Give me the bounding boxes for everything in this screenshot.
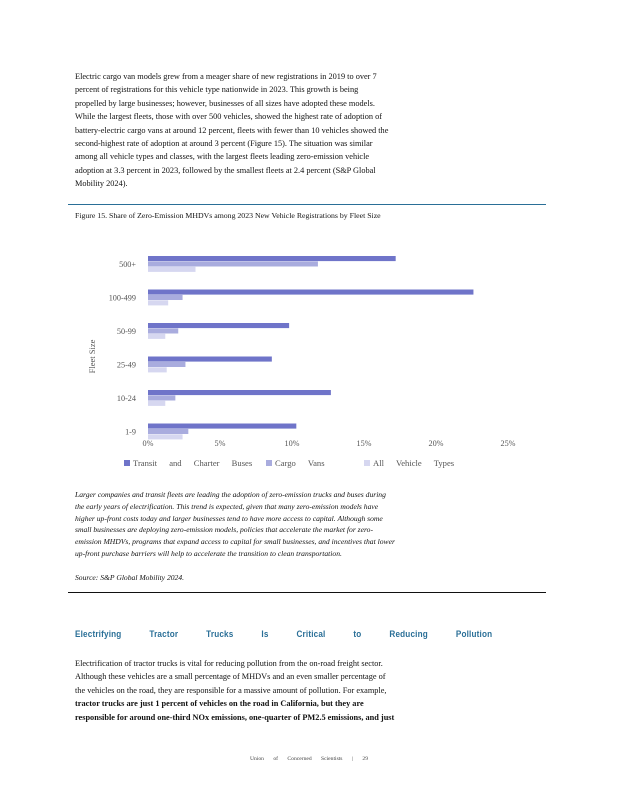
bar xyxy=(148,256,396,261)
intro-paragraph xyxy=(75,70,530,191)
x-tick-label: 10% xyxy=(284,439,300,448)
bar xyxy=(148,328,178,333)
x-tick-label: 25% xyxy=(500,439,516,448)
intro-line: battery-electric cargo vans at around 12 percent, fleets with fewer than 10 vehicles showed the xyxy=(75,125,389,135)
category-label: 100-499 xyxy=(108,293,136,303)
figure-caption: Figure 15. Share of Zero-Emission MHDVs among 2023 New Vehicle Registrations by Fleet Size xyxy=(75,211,381,220)
fleet-size-bar-chart xyxy=(68,248,546,483)
figure-note-line: higher up-front costs today and larger businesses tend to have more access to capital. Although some xyxy=(75,513,383,523)
bar xyxy=(148,290,473,295)
bar xyxy=(148,424,296,429)
body-paragraph xyxy=(75,657,530,724)
bar xyxy=(148,334,165,339)
figure-top-rule xyxy=(68,204,546,205)
bar xyxy=(148,362,185,367)
bar xyxy=(148,300,168,305)
body-line: Although these vehicles are a small percentage of MHDVs and an even smaller percentage of xyxy=(75,672,386,682)
intro-line: Electric cargo van models grew from a meager share of new registrations in 2019 to over 7 xyxy=(75,72,377,81)
legend-label: Transit and Charter Buses xyxy=(133,458,253,468)
intro-line: adoption at 3.3 percent in 2023, followed by the smallest fleets at 2.4 percent (S&P Global xyxy=(75,165,376,175)
figure-note-line: emission MHDVs, programs that expand access to capital for small businesses, and incentives that lower xyxy=(75,537,395,547)
figure-note xyxy=(75,489,530,560)
figure-note-line: the early years of electrification. This trend is expected, given that many zero-emission models have xyxy=(75,501,379,511)
category-label: 10-24 xyxy=(116,394,136,404)
bar xyxy=(148,390,331,395)
category-label: 1-9 xyxy=(125,427,136,437)
legend-swatch xyxy=(364,460,370,466)
bar xyxy=(148,295,183,300)
category-label: 50-99 xyxy=(116,327,136,337)
intro-line: propelled by large businesses; however, businesses of all sizes have adopted these models. xyxy=(75,98,375,108)
intro-line: Mobility 2024). xyxy=(75,179,128,189)
figure-note-line: up-front purchase barriers will help to accelerate the transition to clean transportation. xyxy=(75,548,342,558)
bar xyxy=(148,267,196,272)
bar xyxy=(148,395,175,400)
bar xyxy=(148,323,289,328)
footer-org: Union of Concerned Scientists xyxy=(249,756,343,762)
footer-page-number: 29 xyxy=(362,756,369,762)
page-footer xyxy=(0,756,618,762)
section-heading: Electrifying Tractor Trucks Is Critical to Reducing Pollution xyxy=(75,629,493,640)
legend-swatch xyxy=(266,460,272,466)
intro-line: second-highest rate of adoption at around 3 percent (Figure 15). The situation was similar xyxy=(75,139,373,149)
intro-line: among all vehicle types and classes, with the largest fleets leading zero-emission vehicle xyxy=(75,152,370,162)
x-tick-label: 15% xyxy=(356,439,372,448)
figure-note-line: Larger companies and transit fleets are leading the adoption of zero-emission trucks and buses during xyxy=(75,490,386,499)
legend-swatch xyxy=(124,460,130,466)
legend-label: All Vehicle Types xyxy=(373,458,455,468)
figure-bottom-rule xyxy=(68,592,546,593)
body-line: responsible for around one-third NOx emissions, one-quarter of PM2.5 emissions, and just xyxy=(75,712,395,722)
x-tick-label: 20% xyxy=(428,439,444,448)
x-tick-label: 0% xyxy=(142,439,154,448)
bar xyxy=(148,261,318,266)
legend-label: Cargo Vans xyxy=(275,458,325,468)
x-tick-label: 5% xyxy=(214,439,226,448)
y-axis-label: Fleet Size xyxy=(87,339,97,374)
footer-separator: | xyxy=(351,756,354,762)
figure-source: Source: S&P Global Mobility 2024. xyxy=(75,573,185,582)
body-line: Electrification of tractor trucks is vital for reducing pollution from the on-road freight sector. xyxy=(75,659,383,668)
body-line: tractor trucks are just 1 percent of vehicles on the road in California, but they are xyxy=(75,699,364,709)
intro-line: percent of registrations for this vehicle type nationwide in 2023. This growth is being xyxy=(75,85,359,95)
figure-note-line: small businesses are deploying zero-emission models, policies that accelerate the market for zero- xyxy=(75,525,374,535)
bar xyxy=(148,429,188,434)
category-label: 25-49 xyxy=(116,360,136,370)
intro-line: While the largest fleets, those with over 500 vehicles, showed the highest rate of adoption of xyxy=(75,112,382,122)
bar xyxy=(148,367,167,372)
bar xyxy=(148,401,165,406)
category-label: 500+ xyxy=(119,260,136,270)
body-line: the vehicles on the road, they are responsible for a massive amount of pollution. For example, xyxy=(75,685,387,695)
bar xyxy=(148,357,272,362)
